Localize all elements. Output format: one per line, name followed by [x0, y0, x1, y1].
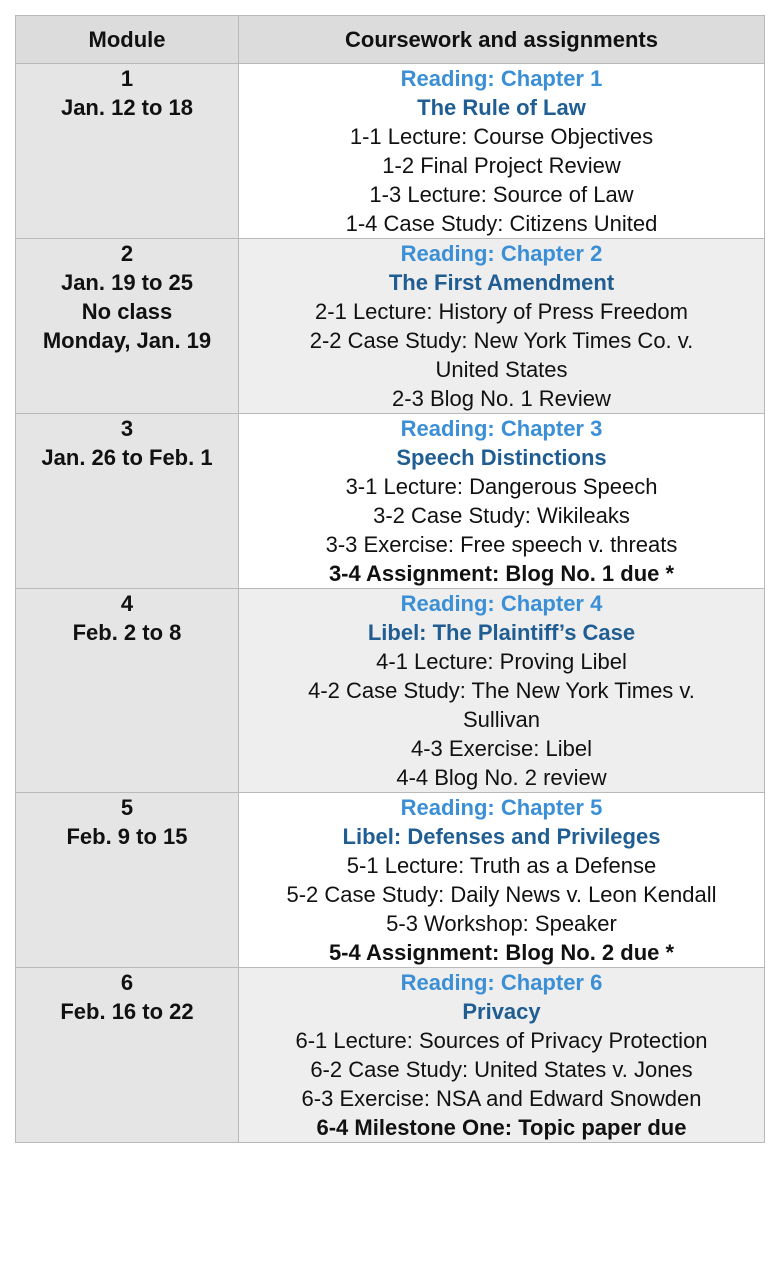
module-row-1 [16, 64, 765, 239]
course-schedule-table [15, 15, 765, 1143]
coursework-item: 4-1 Lecture: Proving Libel [376, 649, 627, 674]
coursework-item: 4-2 Case Study: The New York Times v. [308, 678, 695, 703]
table-body [16, 64, 765, 1143]
coursework-cell [239, 239, 765, 414]
coursework-item: 1-1 Lecture: Course Objectives [349, 124, 654, 149]
module-cell [16, 589, 239, 793]
module-number: 3 [120, 416, 134, 441]
reading-label: Reading: Chapter 6 [400, 970, 603, 995]
topic-title: Privacy [462, 999, 541, 1024]
header-row [16, 16, 765, 64]
module-number: 6 [120, 970, 134, 995]
coursework-item: 1-2 Final Project Review [382, 153, 621, 178]
coursework-item: 2-3 Blog No. 1 Review [392, 386, 611, 411]
coursework-item: 5-1 Lecture: Truth as a Defense [346, 853, 657, 878]
module-row-5 [16, 793, 765, 968]
coursework-cell [239, 414, 765, 589]
module-dates: Feb. 16 to 22 [60, 999, 194, 1024]
coursework-item: 3-3 Exercise: Free speech v. threats [325, 532, 678, 557]
coursework-item: United States [435, 357, 568, 382]
module-row-4 [16, 589, 765, 793]
coursework-column-header: Coursework and assignments [239, 16, 765, 64]
module-row-3 [16, 414, 765, 589]
reading-label: Reading: Chapter 3 [400, 416, 603, 441]
module-dates: Jan. 19 to 25 [60, 270, 194, 295]
topic-title: Libel: The Plaintiff’s Case [367, 620, 636, 645]
coursework-item: 3-2 Case Study: Wikileaks [373, 503, 630, 528]
topic-title: Libel: Defenses and Privileges [342, 824, 661, 849]
coursework-item: 2-2 Case Study: New York Times Co. v. [309, 328, 694, 353]
coursework-item: 2-1 Lecture: History of Press Freedom [315, 299, 688, 324]
module-number: 1 [120, 66, 134, 91]
module-number: 4 [120, 591, 134, 616]
coursework-cell [239, 589, 765, 793]
module-dates: Jan. 12 to 18 [60, 95, 194, 120]
module-dates: Jan. 26 to Feb. 1 [41, 445, 213, 470]
assignment-due-item: 3-4 Assignment: Blog No. 1 due * [328, 561, 675, 586]
coursework-cell [239, 64, 765, 239]
coursework-item: 1-4 Case Study: Citizens United [345, 211, 658, 236]
reading-label: Reading: Chapter 1 [400, 66, 603, 91]
module-dates: Feb. 2 to 8 [72, 620, 182, 645]
module-note: No class [81, 299, 173, 324]
coursework-cell [239, 793, 765, 968]
module-cell [16, 239, 239, 414]
reading-label: Reading: Chapter 4 [400, 591, 603, 616]
coursework-item: 5-3 Workshop: Speaker [386, 911, 617, 936]
module-note: Monday, Jan. 19 [42, 328, 212, 353]
topic-title: The Rule of Law [417, 95, 586, 120]
module-cell [16, 968, 239, 1143]
assignment-due-item: 5-4 Assignment: Blog No. 2 due * [328, 940, 675, 965]
module-column-header: Module [16, 16, 239, 64]
coursework-item: 1-3 Lecture: Source of Law [369, 182, 634, 207]
topic-title: The First Amendment [388, 270, 615, 295]
module-cell [16, 793, 239, 968]
reading-label: Reading: Chapter 2 [400, 241, 603, 266]
coursework-item: Sullivan [462, 707, 541, 732]
reading-label: Reading: Chapter 5 [400, 795, 603, 820]
module-dates: Feb. 9 to 15 [66, 824, 188, 849]
module-row-2 [16, 239, 765, 414]
coursework-item: 3-1 Lecture: Dangerous Speech [345, 474, 658, 499]
topic-title: Speech Distinctions [396, 445, 607, 470]
coursework-item: 4-3 Exercise: Libel [411, 736, 592, 761]
coursework-cell [239, 968, 765, 1143]
module-number: 5 [120, 795, 134, 820]
module-number: 2 [120, 241, 134, 266]
coursework-item: 6-3 Exercise: NSA and Edward Snowden [301, 1086, 702, 1111]
coursework-item: 4-4 Blog No. 2 review [396, 765, 607, 790]
milestone-due-item: 6-4 Milestone One: Topic paper due [316, 1115, 687, 1140]
module-cell [16, 64, 239, 239]
table-header [16, 16, 765, 64]
module-cell [16, 414, 239, 589]
module-row-6 [16, 968, 765, 1143]
coursework-item: 6-1 Lecture: Sources of Privacy Protection [295, 1028, 708, 1053]
coursework-item: 6-2 Case Study: United States v. Jones [310, 1057, 693, 1082]
coursework-item: 5-2 Case Study: Daily News v. Leon Kendall [286, 882, 717, 907]
